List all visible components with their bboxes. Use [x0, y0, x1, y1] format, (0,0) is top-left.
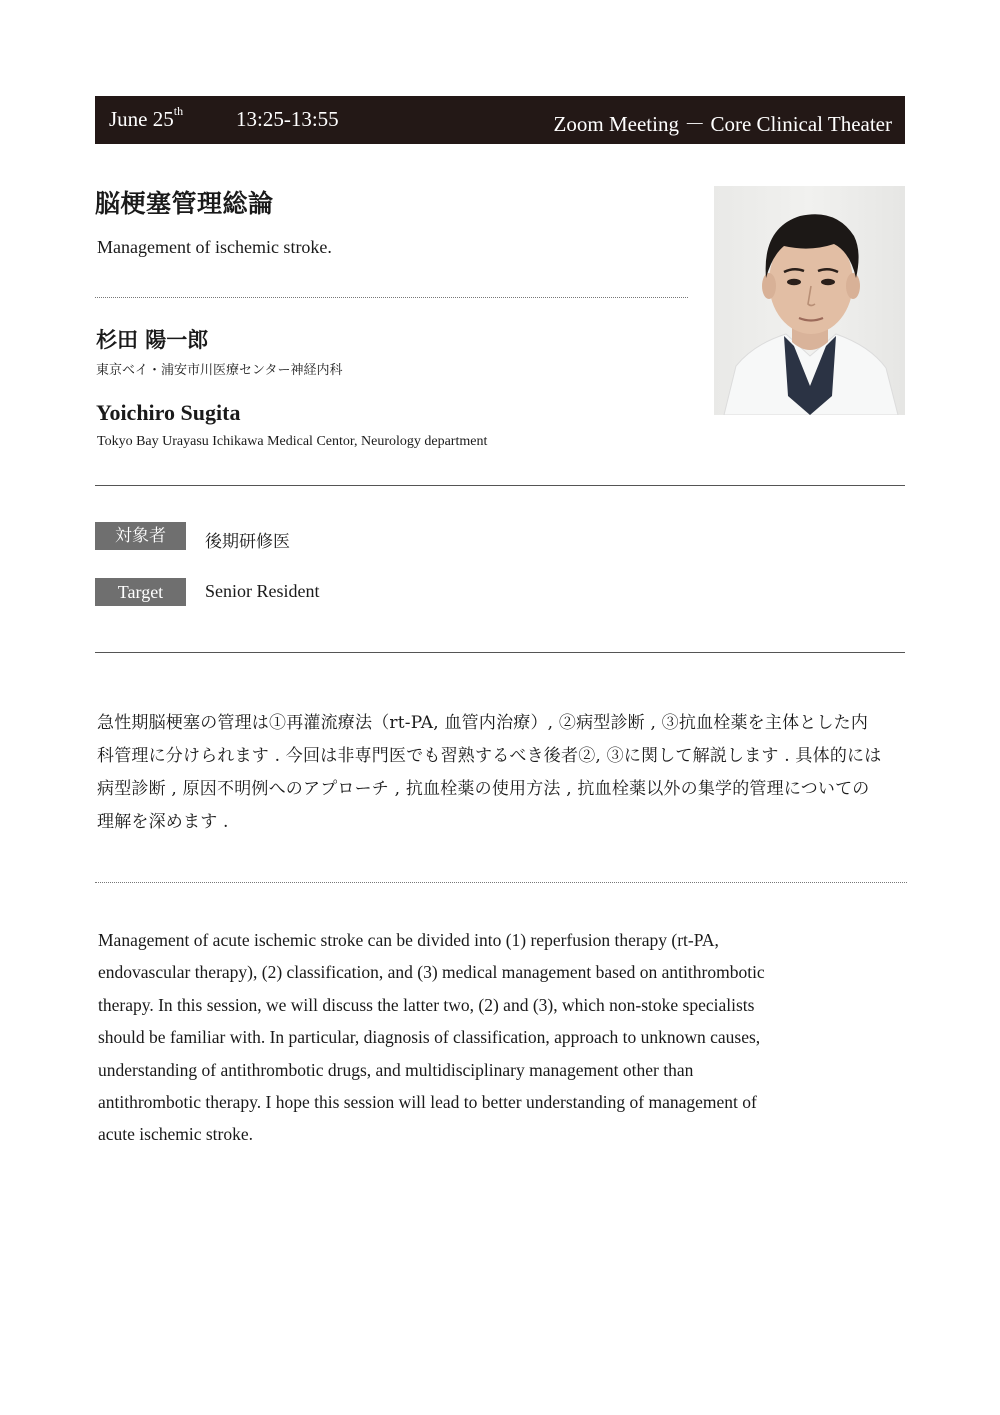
abstract-jp-line: 科管理に分けられます . 今回は非専門医でも習熟するべき後者②, ③に関して解説します . 具体的には [97, 746, 882, 766]
speaker-name-en: Yoichiro Sugita [96, 400, 241, 425]
session-date: June 25th [109, 104, 184, 131]
session-time: 13:25-13:55 [236, 107, 339, 131]
session-title-jp: 脳梗塞管理総論 [95, 189, 274, 218]
abstract-jp-line: 急性期脳梗塞の管理は①再灌流療法（rt-PA, 血管内治療）, ②病型診断 , ③抗血栓薬を主体とした内 [97, 713, 869, 733]
abstract-en-line: should be familiar with. In particular, diagnosis of classification, approach to unknown causes, [98, 1027, 761, 1048]
speaker-affiliation-en: Tokyo Bay Urayasu Ichikawa Medical Centor, Neurology department [97, 434, 488, 449]
speaker-affiliation-jp: 東京ベイ・浦安市川医療センター神経内科 [96, 363, 343, 378]
target-label-jp: 対象者 [95, 522, 186, 550]
abstract-jp [97, 707, 912, 839]
abstract-jp-line: 病型診断 , 原因不明例へのアプローチ , 抗血栓薬の使用方法 , 抗血栓薬以外の集学的管理についての [97, 779, 870, 799]
section-divider [95, 652, 905, 653]
target-value-en: Senior Resident [205, 581, 320, 601]
abstract-en-line: endovascular therapy), (2) classification, and (3) medical management based on antithrombotic [98, 962, 765, 983]
abstract-en-line: therapy. In this session, we will discuss the latter two, (2) and (3), which non-stoke specialists [98, 994, 755, 1015]
abstract-en-line: antithrombotic therapy. I hope this session will lead to better understanding of management of [98, 1092, 757, 1113]
abstract-en-line: understanding of antithrombotic drugs, and multidisciplinary management other than [98, 1059, 694, 1080]
dotted-divider [95, 882, 907, 883]
session-title-en: Management of ischemic stroke. [97, 237, 332, 257]
section-divider [95, 485, 905, 486]
session-header-banner [95, 96, 905, 144]
session-venue: Zoom Meeting － Core Clinical Theater [553, 112, 892, 136]
abstract-en-line: Management of acute ischemic stroke can be divided into (1) reperfusion therapy (rt-PA, [98, 930, 719, 950]
target-value-jp: 後期研修医 [205, 532, 290, 552]
speaker-photo [714, 186, 905, 415]
abstract-en-line: acute ischemic stroke. [98, 1124, 254, 1145]
target-label-en: Target [95, 578, 186, 606]
dotted-divider [95, 297, 688, 298]
abstract-en [98, 924, 898, 1151]
abstract-jp-line: 理解を深めます . [97, 812, 229, 832]
speaker-name-jp: 杉田 陽一郎 [96, 327, 209, 352]
